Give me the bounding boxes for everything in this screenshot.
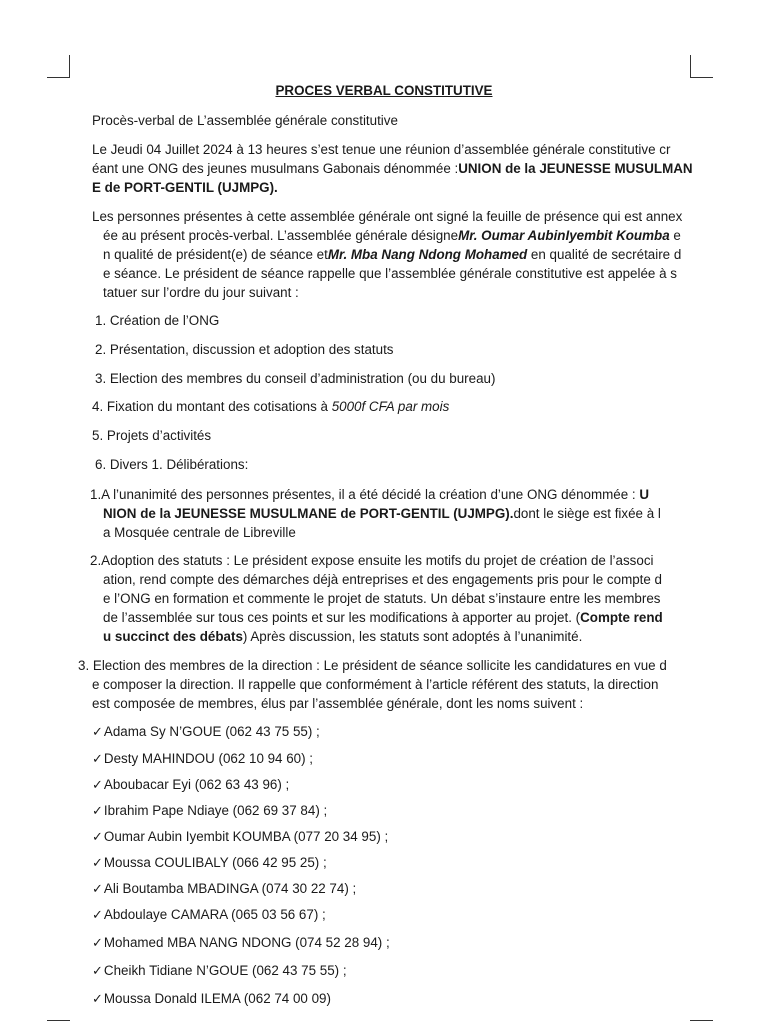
page-title: PROCES VERBAL CONSTITUTIVE [275,83,493,98]
deliberation-3-line-2: e composer la direction. Il rappelle que conformément à l’article référent des statuts, la direction [92,677,659,692]
presence-line-4: e séance. Le président de séance rappelle que l’assemblée générale constitutive est appelée à s [103,266,677,281]
presence-line-1: Les personnes présentes à cette assemblée générale ont signé la feuille de présence qui est annex [92,209,683,224]
deliberation-2-line-1: 2.Adoption des statuts : Le président expose ensuite les motifs du projet de création de l’associ [90,553,654,568]
cotisation-amount: 5000f CFA par mois [331,399,450,414]
member-list-item: ✓Ali Boutamba MBADINGA (074 30 22 74) ; [92,881,357,897]
deliberation-3-line-1: 3. Election des membres de la direction : Le président de séance sollicite les candidatures en vue d [78,658,667,673]
member-list-item: ✓Abdoulaye CAMARA (065 03 56 67) ; [92,907,326,923]
agenda-item: 3. Election des membres du conseil d’administration (ou du bureau) [95,371,496,386]
deliberation-2-line-4: de l’assemblée sur tous ces points et sur les modifications à apporter au projet. (Compte rend [103,610,663,625]
member-list-item: ✓Moussa COULIBALY (066 42 95 25) ; [92,855,327,871]
deliberation-2-line-2: ation, rend compte des démarches déjà entreprises et des engagements pris pour le compte d [103,572,663,587]
checkmark-icon: ✓ [92,804,103,819]
member-list-item: ✓Ibrahim Pape Ndiaye (062 69 37 84) ; [92,803,328,819]
deliberation-1-line-3: a Mosquée centrale de Libreville [103,525,296,540]
presence-line-5: tatuer sur l’ordre du jour suivant : [103,285,299,300]
checkmark-icon: ✓ [92,964,103,979]
deliberation-2-line-3: e l’ONG en formation et commente le projet de statuts. Un débat s’instaure entre les membres [103,591,661,606]
checkmark-icon: ✓ [92,908,103,923]
president-name: Mr. Oumar AubinIyembit Koumba [458,228,670,243]
deliberation-2-line-5: u succinct des débats) Après discussion, les statuts sont adoptés à l’unanimité. [103,629,583,644]
intro-line-1: Le Jeudi 04 Juillet 2024 à 13 heures s’est tenue une réunion d’assemblée générale constitutive cr [92,142,671,157]
crop-mark-bottom-left [47,1020,70,1021]
checkmark-icon: ✓ [92,936,103,951]
member-list-item: ✓Cheikh Tidiane N’GOUE (062 43 75 55) ; [92,963,347,979]
checkmark-icon: ✓ [92,992,103,1007]
agenda-item: 6. Divers 1. Délibérations: [95,457,249,472]
member-list-item: ✓Adama Sy N’GOUE (062 43 75 55) ; [92,724,320,740]
checkmark-icon: ✓ [92,725,103,740]
agenda-item: 4. Fixation du montant des cotisations à 5000f CFA par mois [92,399,450,414]
member-list-item: ✓Mohamed MBA NANG NDONG (074 52 28 94) ; [92,935,390,951]
crop-mark-top-right-horizontal [690,77,713,78]
presence-line-2: ée au présent procès-verbal. L’assemblée générale désigneMr. Oumar AubinIyembit Koumba e [103,228,681,243]
intro-line-3: E de PORT-GENTIL (UJMPG). [92,180,278,195]
subtitle: Procès-verbal de L’assemblée générale constitutive [92,113,398,128]
agenda-item: 2. Présentation, discussion et adoption des statuts [95,342,394,357]
crop-mark-top-right-vertical [690,55,691,77]
crop-mark-top-left-vertical [69,55,70,77]
agenda-item: 5. Projets d’activités [92,428,212,443]
secretary-name: Mr. Mba Nang Ndong Mohamed [327,247,528,262]
checkmark-icon: ✓ [92,856,103,871]
member-list-item: ✓Moussa Donald ILEMA (062 74 00 09) [92,991,331,1007]
intro-line-2: éant une ONG des jeunes musulmans Gabonais dénommée :UNION de la JEUNESSE MUSULMAN [92,161,693,176]
checkmark-icon: ✓ [92,778,103,793]
member-list-item: ✓Aboubacar Eyi (062 63 43 96) ; [92,777,290,793]
agenda-item: 1. Création de l’ONG [95,313,220,328]
checkmark-icon: ✓ [92,830,103,845]
deliberation-1-line-1: 1.A l’unanimité des personnes présentes, il a été décidé la création d’une ONG dénommée : U [90,487,650,502]
deliberation-1-line-2: NION de la JEUNESSE MUSULMANE de PORT-GENTIL (UJMPG).dont le siège est fixée à l [103,506,661,521]
crop-mark-bottom-right [690,1020,713,1021]
crop-mark-top-left-horizontal [47,77,70,78]
checkmark-icon: ✓ [92,752,103,767]
presence-line-3: n qualité de président(e) de séance etMr. Mba Nang Ndong Mohamed en qualité de secrétaire d [103,247,682,262]
checkmark-icon: ✓ [92,882,103,897]
deliberation-3-line-3: est composée de membres, élus par l’assemblée générale, dont les noms suivent : [92,696,584,711]
org-name: UNION de la JEUNESSE MUSULMAN [458,161,693,176]
member-list-item: ✓Desty MAHINDOU (062 10 94 60) ; [92,751,314,767]
member-list-item: ✓Oumar Aubin Iyembit KOUMBA (077 20 34 95) ; [92,829,389,845]
